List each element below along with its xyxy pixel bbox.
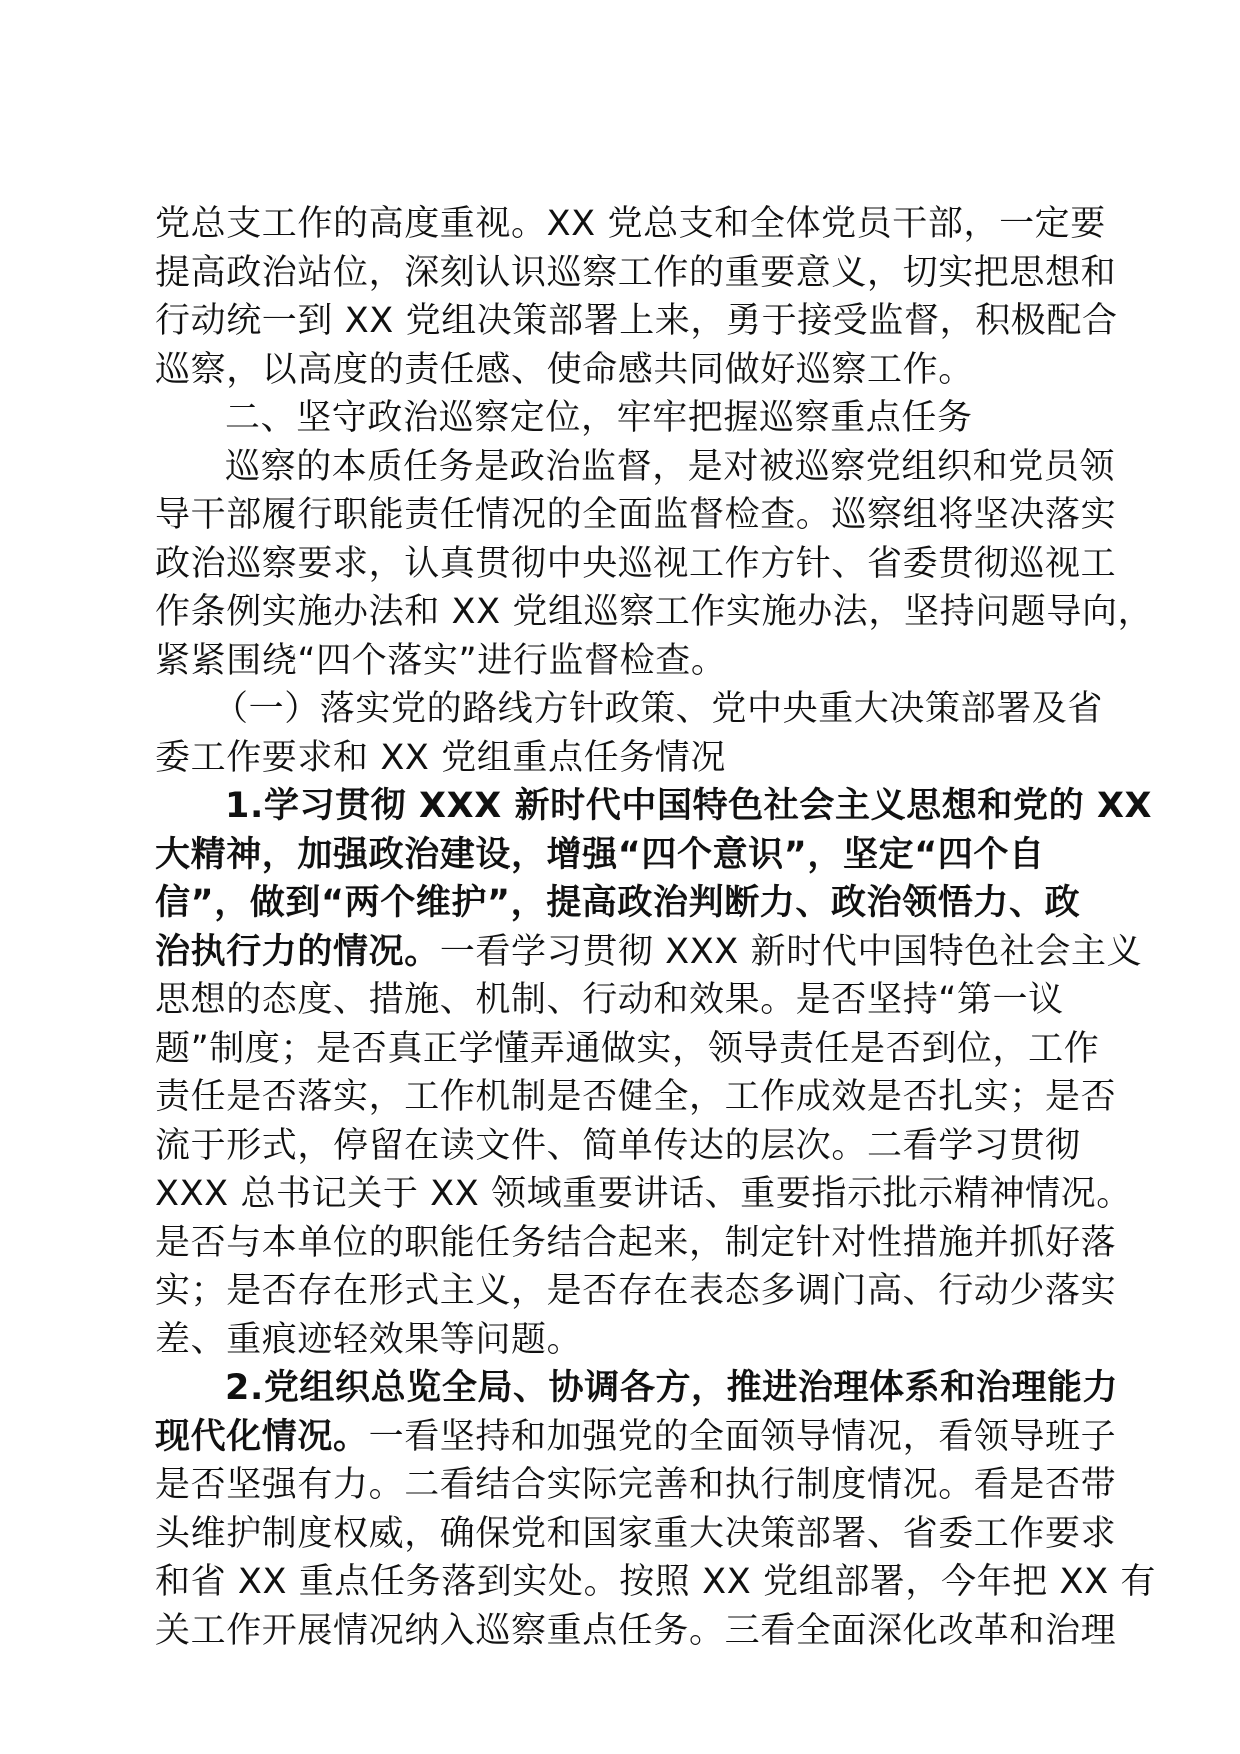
text-line [155, 1316, 1085, 1365]
bold-heading-text: 现代化情况。 [155, 1416, 369, 1457]
text-line [155, 1122, 1085, 1171]
body-text: 巡察，以高度的责任感、使命感共同做好巡察工作。 [155, 349, 974, 390]
body-text: 思想的态度、措施、机制、行动和效果。是否坚持“第一议 [155, 980, 1064, 1020]
body-text: 提高政治站位，深刻认识巡察工作的重要意义，切实把思想和 [155, 252, 1117, 293]
body-text: 是否坚强有力。二看结合实际完善和执行制度情况。看是否带 [155, 1465, 1117, 1505]
body-text: 一看学习贯彻 XXX 新时代中国特色社会主义 [439, 931, 1143, 972]
text-line [155, 685, 1104, 734]
text-line [155, 782, 1153, 831]
body-text: 流于形式，停留在读文件、简单传达的层次。二看学习贯彻 [155, 1125, 1081, 1166]
bold-heading-text: 信”，做到“两个维护”，提高政治判断力、政治领悟力、政 [155, 883, 1081, 923]
body-text: XXX 总书记关于 XX 领域重要讲话、重要指示批示精神情况。 [155, 1174, 1132, 1214]
body-text: 紧紧围绕“四个落实”进行监督检查。 [155, 640, 727, 681]
body-text: 差、重痕迹轻效果等问题。 [155, 1319, 583, 1360]
text-line [155, 1025, 1100, 1074]
text-line [155, 200, 1106, 249]
text-line [155, 928, 1143, 977]
body-text: 政治巡察要求，认真贯彻中央巡视工作方针、省委贯彻巡视工 [155, 543, 1117, 584]
text-line [155, 1413, 1117, 1462]
bold-heading-text: 治执行力的情况。 [155, 931, 440, 972]
text-line [155, 1170, 1132, 1219]
text-line [155, 1073, 1117, 1122]
body-text: （一）落实党的路线方针政策、党中央重大决策部署及省 [213, 689, 1104, 729]
bold-heading-text: 2.党组织总览全局、协调各方，推进治理体系和治理能力 [225, 1368, 1119, 1408]
text-line [155, 1364, 1119, 1413]
text-line [155, 1461, 1117, 1510]
bold-heading-text: 大精神，加强政治建设，增强“四个意识”，坚定“四个自 [155, 834, 1045, 875]
text-line [155, 976, 1085, 1025]
body-text: 头维护制度权威，确保党和国家重大决策部署、省委工作要求 [155, 1513, 1117, 1554]
body-text: 委工作要求和 XX 党组重点任务情况 [155, 737, 727, 778]
body-text: 巡察的本质任务是政治监督，是对被巡察党组织和党员领 [225, 446, 1116, 487]
bold-heading-text: 1.学习贯彻 XXX 新时代中国特色社会主义思想和党的 XX [225, 786, 1153, 826]
text-line [155, 879, 1085, 928]
body-text: 行动统一到 XX 党组决策部署上来，勇于接受监督，积极配合 [155, 301, 1118, 341]
body-text: 导干部履行职能责任情况的全面监督检查。巡察组将坚决落实 [155, 495, 1117, 535]
body-text: 责任是否落实，工作机制是否健全，工作成效是否扎实；是否 [155, 1077, 1117, 1117]
text-line [155, 1219, 1117, 1268]
body-text: 二、坚守政治巡察定位，牢牢把握巡察重点任务 [225, 398, 973, 438]
text-line [155, 831, 1085, 880]
text-line [155, 297, 1118, 346]
body-text: 关工作开展情况纳入巡察重点任务。三看全面深化改革和治理 [155, 1610, 1117, 1651]
text-line [155, 491, 1117, 540]
body-text: 和省 XX 重点任务落到实处。按照 XX 党组部署，今年把 XX 有 [155, 1562, 1157, 1602]
text-line [155, 1510, 1117, 1559]
document-body [155, 200, 1157, 1655]
body-text: 党总支工作的高度重视。XX 党总支和全体党员干部，一定要 [155, 204, 1106, 244]
text-line [155, 1267, 1117, 1316]
text-line [155, 734, 1085, 783]
body-text: 实；是否存在形式主义，是否存在表态多调门高、行动少落实 [155, 1271, 1117, 1311]
text-line [155, 249, 1117, 298]
body-text: 一看坚持和加强党的全面领导情况，看领导班子 [368, 1416, 1117, 1457]
text-line [155, 443, 1116, 492]
body-text: 作条例实施办法和 XX 党组巡察工作实施办法，坚持问题导向， [155, 592, 1154, 632]
text-line [155, 394, 1085, 443]
text-line [155, 540, 1117, 589]
body-text: 是否与本单位的职能任务结合起来，制定针对性措施并抓好落 [155, 1222, 1117, 1263]
text-line [155, 346, 1085, 395]
body-text: 题”制度；是否真正学懂弄通做实，领导责任是否到位，工作 [155, 1028, 1100, 1069]
text-line [155, 1607, 1117, 1656]
text-line [155, 637, 1085, 686]
text-line [155, 1558, 1157, 1607]
text-line [155, 588, 1154, 637]
